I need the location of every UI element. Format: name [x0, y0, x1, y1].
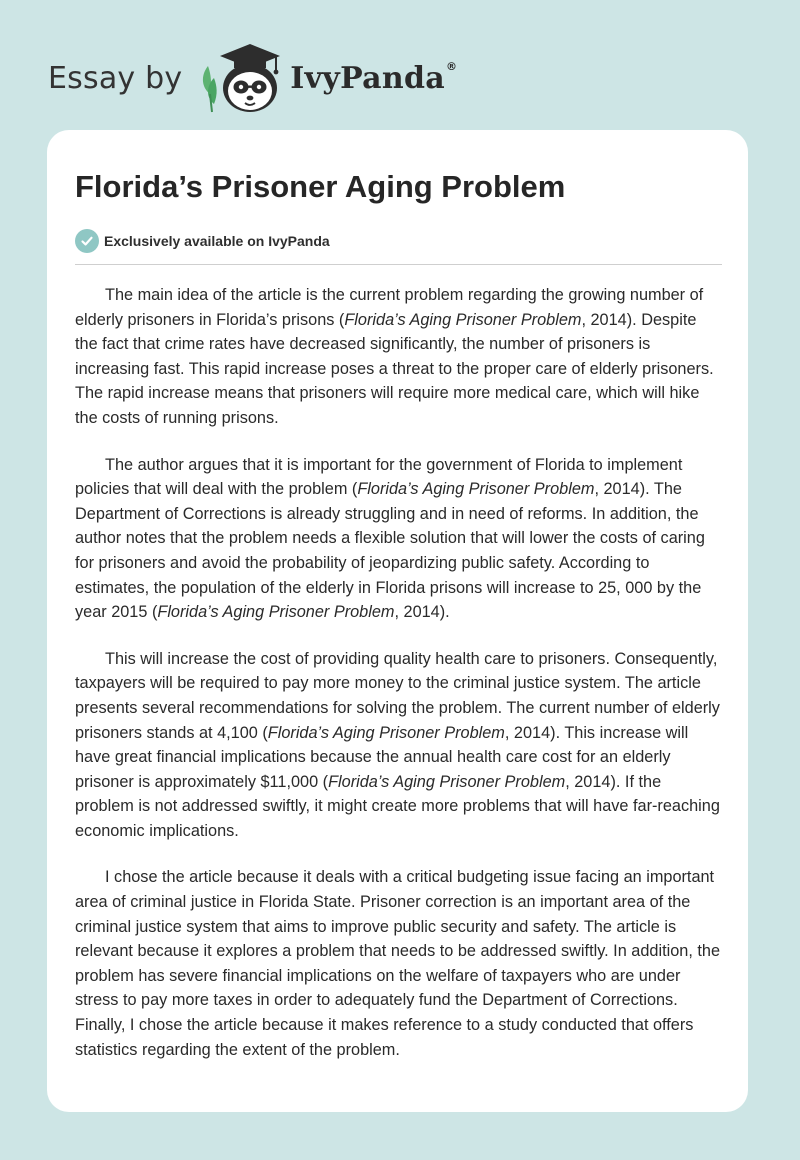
brand-prefix: Essay by — [48, 60, 183, 96]
essay-paragraph — [75, 647, 722, 844]
brand-name: IvyPanda — [290, 60, 446, 96]
brand-header[interactable] — [48, 38, 457, 118]
exclusive-badge — [75, 228, 722, 254]
paragraph-text: , 2014). If the problem is not addressed swiftly, it might create more problems that will have far-reaching economic implications. — [75, 772, 720, 840]
citation-title: Florida’s Aging Prisoner Problem — [344, 310, 582, 329]
essay-paragraph — [75, 865, 722, 1062]
paragraph-text: , 2014). The Department of Corrections is already struggling and in need of reforms. In addition, the author notes that the problem needs a flexible solution that will lower the costs of caring for prisoners and avoid the probability of jeopardizing public safety. According to estimates, the population of the elderly in Florida prisons will increase to 25, 000 by the year 2015 ( — [75, 480, 705, 622]
paragraph-text: This will increase the cost of providing quality health care to prisoners. Consequently, taxpayers will be required to pay more money to the criminal justice system. The article presents several recommendations for solving the problem. The current number of elderly prisoners stands at 4,100 ( — [75, 649, 720, 742]
citation-title: Florida’s Aging Prisoner Problem — [357, 480, 595, 499]
paragraph-text: , 2014). Despite the fact that crime rates have decreased significantly, the number of prisoners is increasing fast. This rapid increase poses a threat to the proper care of elderly prisoners. The rapid increase means that prisoners will require more medical care, which will hike the costs of running prisons. — [75, 310, 714, 427]
paragraph-text: I chose the article because it deals with a critical budgeting issue facing an important area of criminal justice in Florida State. Prisoner correction is an important area of the criminal justice system that aims to improve public security and safety. The article is relevant because it explores a problem that needs to be addressed swiftly. In addition, the problem has severe financial implications on the welfare of taxpayers who are under stress to pay more taxes in order to adequately fund the Department of Corrections. Finally, I chose the article because it makes reference to a study conducted that offers statistics regarding the extent of the problem. — [75, 868, 721, 1059]
essay-body — [75, 283, 722, 1062]
paragraph-text: The main idea of the article is the current problem regarding the growing number of elderly prisoners in Florida’s prisons ( — [75, 286, 704, 329]
paragraph-text: The author argues that it is important for the government of Florida to implement policies that will deal with the problem ( — [75, 455, 683, 499]
registered-mark: ® — [446, 59, 458, 73]
essay-title: Florida’s Prisoner Aging Problem — [75, 169, 566, 204]
panda-graduate-icon — [196, 38, 288, 118]
exclusive-label: Exclusively available on IvyPanda — [104, 233, 330, 249]
divider — [75, 264, 722, 265]
checkmark-icon — [75, 229, 99, 253]
essay-card — [47, 130, 748, 1112]
essay-paragraph — [75, 453, 722, 625]
paragraph-text: , 2014). — [394, 603, 450, 622]
paragraph-text: , 2014). This increase will have great financial implications because the annual health care cost for an elderly prisoner is approximately $11,000 ( — [75, 723, 689, 791]
citation-title: Florida’s Aging Prisoner Problem — [157, 603, 395, 622]
essay-paragraph — [75, 283, 722, 431]
citation-title: Florida’s Aging Prisoner Problem — [328, 772, 566, 791]
citation-title: Florida’s Aging Prisoner Problem — [267, 723, 505, 742]
